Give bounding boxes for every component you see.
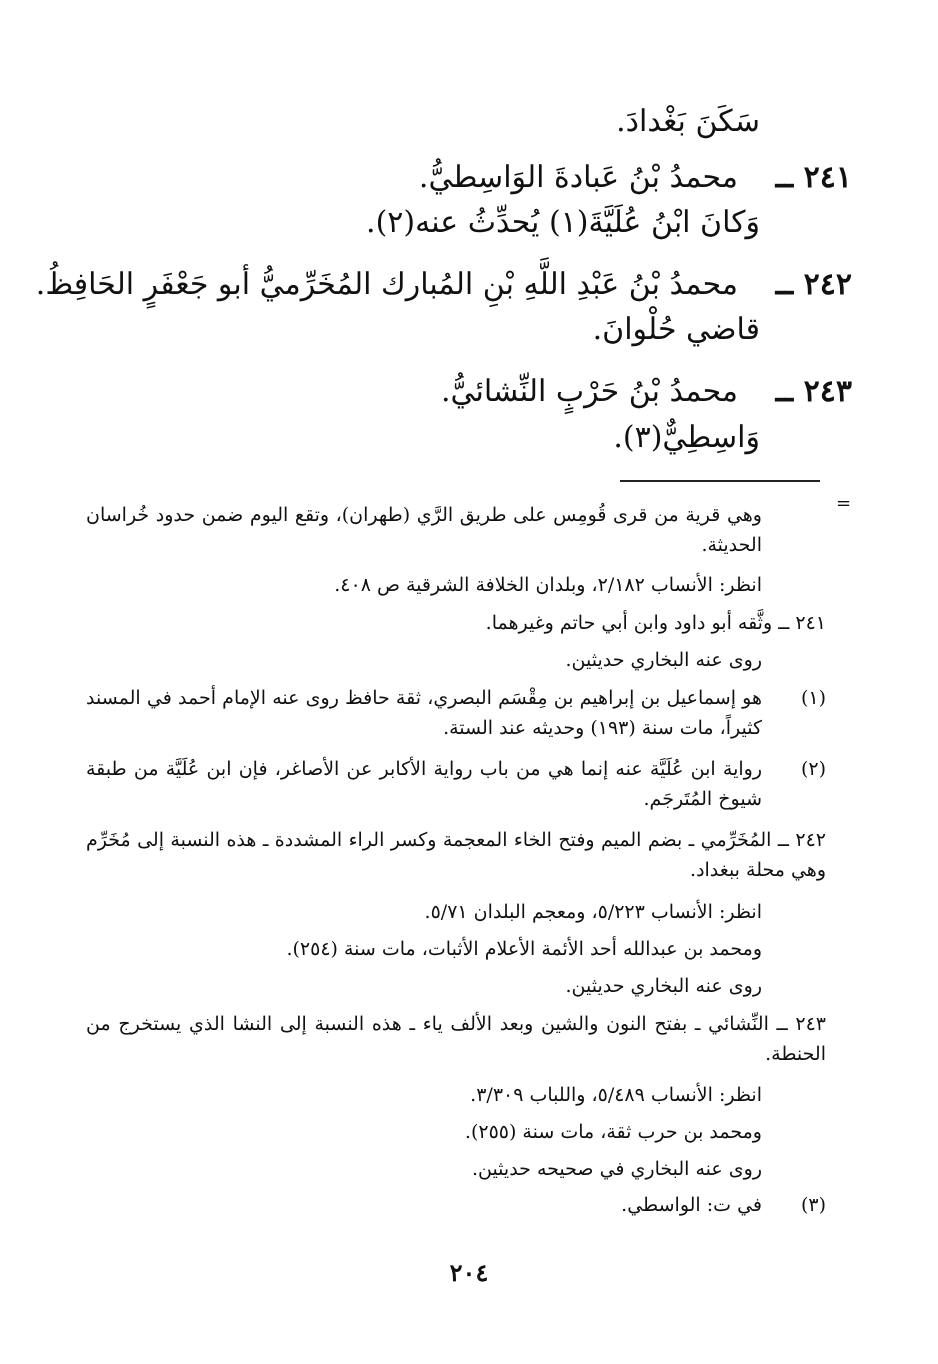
continuation-marker: = <box>836 493 852 514</box>
note-242-text: ٢٤٢ ــ المُخَرِّمي ـ بضم الميم وفتح الخاء المعجمة وكسر الراء المشددة ـ هذه النسبة إلى مُخَرِّم وهي محلة ببغداد. <box>86 829 826 881</box>
entry-241-number: ٢٤١ ــ <box>775 160 852 195</box>
footnote-2-text: رواية ابن عُلَيَّة عنه إنما هي من باب رواية الأكابر عن الأصاغر، فإن ابن عُلَيَّة من طبقة شيوخ المُتَرجَم. <box>86 758 762 810</box>
footnote-3-text: في ت: الواسطي. <box>621 1194 762 1216</box>
entry-243-number: ٢٤٣ ــ <box>775 374 852 409</box>
entry-241-continuation: وَكانَ ابْنُ عُلَيَّةَ(١) يُحدِّثُ عنه(٢). <box>366 205 760 240</box>
note-243-line4: روى عنه البخاري في صحيحه حديثين. <box>471 1158 762 1180</box>
main-line-residence: سَكَنَ بَغْدادَ. <box>616 104 760 139</box>
entry-243-continuation: وَاسِطِيٌّ(٣). <box>613 420 760 455</box>
note-242-line4: روى عنه البخاري حديثين. <box>565 975 762 997</box>
note-243-text: ٢٤٣ ــ النِّشائي ـ بفتح النون والشين وبعد الألف ياء ـ هذه النسبة إلى النشا الذي يستخرج من الحنطة. <box>86 1013 826 1065</box>
note-241-line2: روى عنه البخاري حديثين. <box>565 649 762 671</box>
footnote-continuation: وهي قرية من قرى قُومِس على طريق الرَّي (طهران)، وتقع اليوم ضمن حدود خُراسان الحديثة. <box>86 504 762 556</box>
footnote-1-marker: (١) <box>800 687 826 709</box>
footnote-continuation-ref: انظر: الأنساب ٢/١٨٢، وبلدان الخلافة الشرقية ص ٤٠٨. <box>334 574 762 596</box>
note-242-line3: ومحمد بن عبدالله أحد الأئمة الأعلام الأثبات، مات سنة (٢٥٤). <box>286 938 762 960</box>
note-242-ref: انظر: الأنساب ٥/٢٢٣، ومعجم البلدان ٥/٧١. <box>424 901 762 923</box>
footnote-separator <box>620 480 820 482</box>
entry-242-name: محمدُ بْنُ عَبْدِ اللَّهِ بْنِ المُبارك المُخَرِّميُّ أبو جَعْفَرٍ الحَافِظُ. <box>35 267 738 302</box>
footnote-1-text: هو إسماعيل بن إبراهيم بن مِقْسَم البصري، ثقة حافظ روى عنه الإمام أحمد في المسند كثيراً، مات سنة (١٩٣) وحديثه عند الستة. <box>86 687 762 739</box>
note-243-ref: انظر: الأنساب ٥/٤٨٩، واللباب ٣/٣٠٩. <box>470 1084 762 1106</box>
note-241-line1: ٢٤١ ــ وثَّقه أبو داود وابن أبي حاتم وغيرهما. <box>485 612 826 634</box>
footnote-3-marker: (٣) <box>800 1194 826 1216</box>
page-number: ٢٠٤ <box>449 1258 489 1287</box>
footnote-2-marker: (٢) <box>800 758 826 780</box>
entry-241-name: محمدُ بْنُ عَبادةَ الوَاسِطيُّ. <box>418 160 738 195</box>
entry-243-name: محمدُ بْنُ حَرْبٍ النِّشائيُّ. <box>441 374 738 409</box>
note-243-line3: ومحمد بن حرب ثقة، مات سنة (٢٥٥). <box>464 1121 762 1143</box>
entry-242-number: ٢٤٢ ــ <box>775 267 852 302</box>
entry-242-continuation: قاضي حُلْوانَ. <box>592 312 760 347</box>
